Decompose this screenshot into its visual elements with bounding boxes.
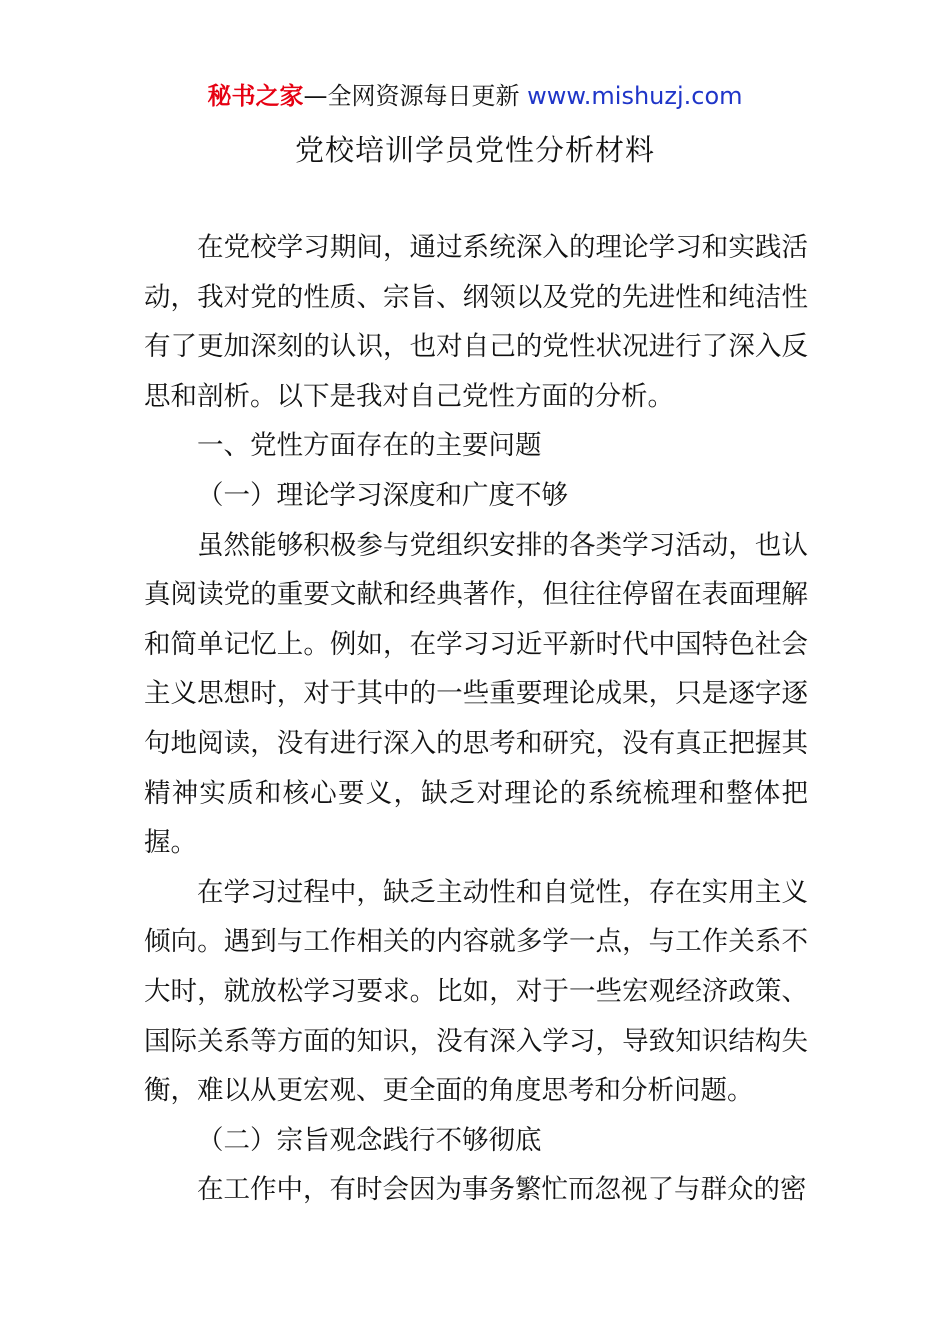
- section-heading: 一、党性方面存在的主要问题: [197, 430, 542, 462]
- brand-name: 秘书之家: [207, 82, 304, 110]
- site-banner: [0, 80, 950, 112]
- subsection-heading: （一）理论学习深度和广度不够: [197, 479, 568, 511]
- document-title: 党校培训学员党性分析材料: [294, 133, 655, 167]
- document-body: [144, 223, 808, 1215]
- site-url-link[interactable]: www.mishuzj.com: [527, 82, 743, 110]
- intro-paragraph: 在党校学习期间，通过系统深入的理论学习和实践活动，我对党的性质、宗旨、纲领以及党的先进性和纯洁性有了更加深刻的认识，也对自己的党性状况进行了深入反思和剖析。以下是我对自己党性方面的分析。: [144, 232, 808, 412]
- body-paragraph: 虽然能够积极参与党组织安排的各类学习活动，也认真阅读党的重要文献和经典著作，但往往停留在表面理解和简单记忆上。例如，在学习习近平新时代中国特色社会主义思想时，对于其中的一些重要理论成果，只是逐字逐句地阅读，没有进行深入的思考和研究，没有真正把握其精神实质和核心要义，缺乏对理论的系统梳理和整体把握。: [144, 529, 808, 859]
- body-paragraph: 在学习过程中，缺乏主动性和自觉性，存在实用主义倾向。遇到与工作相关的内容就多学一点，与工作关系不大时，就放松学习要求。比如，对于一些宏观经济政策、国际关系等方面的知识，没有深入学习，导致知识结构失衡，难以从更宏观、更全面的角度思考和分析问题。: [144, 876, 808, 1107]
- body-paragraph: 在工作中，有时会因为事务繁忙而忽视了与群众的密: [197, 1174, 807, 1206]
- banner-tagline: —全网资源每日更新: [303, 82, 520, 110]
- subsection-heading: （二）宗旨观念践行不够彻底: [197, 1124, 542, 1156]
